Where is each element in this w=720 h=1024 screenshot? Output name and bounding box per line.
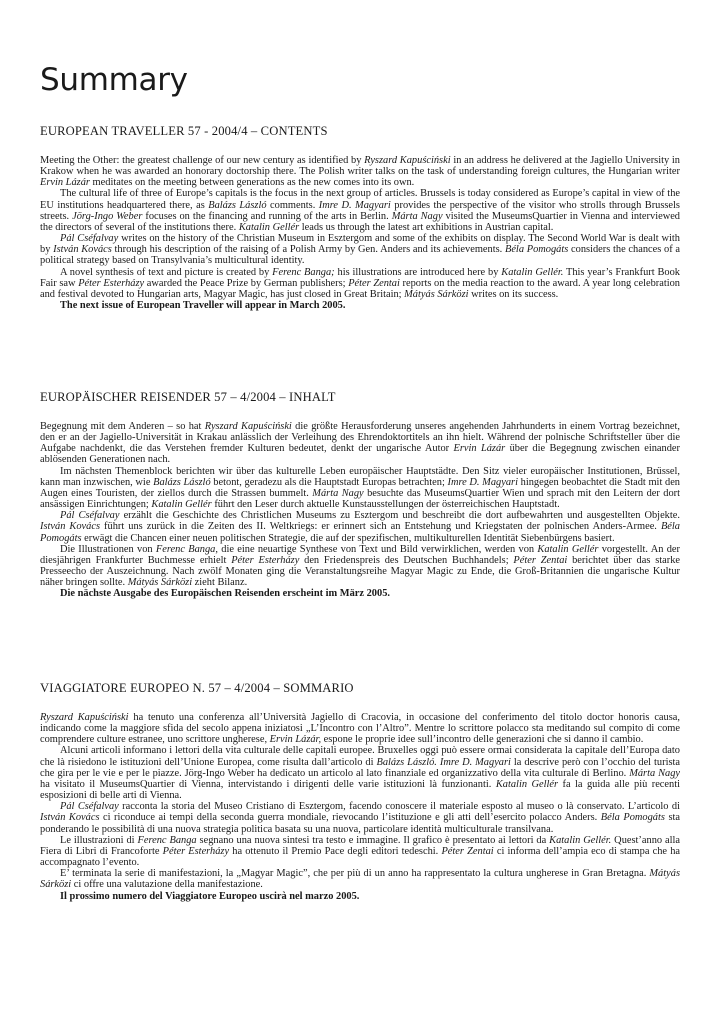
paragraph-text: writes on its success. xyxy=(468,288,559,300)
section-body xyxy=(40,421,680,588)
paragraph-text: in an address he delivered at the Jagiello University in Krakow when he was awarded an honorary doctorship there. The Polish writer talks on the task of understanding foreign cultures, the Hungarian writer xyxy=(40,155,680,178)
summary-paragraph xyxy=(40,745,680,801)
author-name: Ryszard Kapuściński xyxy=(364,155,451,166)
section-body xyxy=(40,155,680,300)
summary-paragraph xyxy=(40,155,680,188)
paragraph-text: through his description of the raising of a Polish Army by Gen. Anders and its achievements. xyxy=(111,244,505,256)
paragraph-text: hingegen beobachtet die Stadt mit den Augen eines Touristen, der ziellos durch die Strassen bummelt. xyxy=(40,476,680,499)
section-heading: VIAGGIATORE EUROPEO N. 57 – 4/2004 – SOMMARIO xyxy=(40,681,354,695)
paragraph-text: ha visitato il MuseumsQuartier di Vienna, intervistando i dirigenti delle varie istituzioni là funzionanti. xyxy=(40,778,496,790)
paragraph-text: racconta la storia del Museo Cristiano di Esztergom, facendo conoscere il materiale esposto al museo o là conservato. L’articolo di xyxy=(118,801,680,813)
paragraph-text: The cultural life of three of Europe’s capitals is the focus in the next group of articles. Brussels is today considered as Europe’s capital in view of the EU institutions headquartered there, as xyxy=(40,188,680,211)
paragraph-text: führt uns zurück in die Zeiten des II. Weltkriegs: er erinnert sich an Entstehung und Kriegstaten der polnischen Anders-Armee. xyxy=(100,521,661,533)
summary-paragraph xyxy=(40,421,680,466)
paragraph-text: ci riconduce ai tempi della seconda guerra mondiale, rievocando l’istituzione e gli atti dell’esercito polacco Anders. xyxy=(99,812,601,824)
section-english-contents xyxy=(40,124,680,311)
section-heading: EUROPÄISCHER REISENDER 57 – 4/2004 – INHALT xyxy=(40,390,336,404)
paragraph-text: die größte Herausforderung unseres angehenden Jahrhunderts in einem Vortrag bezeichnet, den er an der Jagiello-Universität in Krakau anlässlich der Verleihung des Ehrendoktortitels an ihn hielt. Während der polnische Schriftsteller über die Aufgabe nachdenkt, die das Verstehen fremder Kulturen bedeutet, denkt der ungarische Autor xyxy=(40,421,680,455)
next-issue-notice: Die nächste Ausgabe des Europäischen Reisenden erscheint im März 2005. xyxy=(60,588,390,600)
paragraph-text: Alcuni articoli informano i lettori della vita culturale delle capitali europee. Bruxelles oggi può essere ormai considerata la capitale dell’Europa dato che là risiedono le istituzioni dell’Unione Europea, come risulta dall’articolo di xyxy=(40,745,680,768)
summary-paragraph xyxy=(40,267,680,300)
next-issue-notice: The next issue of European Traveller will appear in March 2005. xyxy=(60,300,346,312)
section-german-contents xyxy=(40,390,680,600)
paragraph-text: his illustrations are introduced here by xyxy=(334,266,502,278)
section-italian-contents xyxy=(40,681,680,902)
paragraph-text: segnano una nuova sintesi tra testo e immagine. Il grafico è presentato ai lettori da xyxy=(196,834,550,846)
author-name: Katalin Gellér. xyxy=(501,266,564,278)
paragraph-text: writes on the history of the Christian Museum in Esztergom and some of the exhibits on display. The Second World War is dealt with by xyxy=(40,233,680,256)
summary-paragraph xyxy=(40,801,680,834)
paragraph-text: führt den Leser durch aktuelle Kunstausstellungen der österreichischen Hauptstadt. xyxy=(211,499,560,511)
author-name: Márta Nagy xyxy=(629,767,680,779)
author-name: Ferenc Banga; xyxy=(272,266,335,278)
paragraph-text: la descrive però con l’occhio del turista che gira per le vie e per le piazze. Jörg-Ingo Weber ha dedicato un articolo al lato finanziale ed organizzativo della vita culturale di Berlino. xyxy=(40,756,681,779)
paragraph-text: focuses on the financing and running of the arts in Berlin. xyxy=(142,210,392,222)
paragraph-text: This year’s Frankfurt Book Fair saw xyxy=(40,266,681,289)
author-name: István Kovács xyxy=(40,521,101,533)
paragraph-text: espone le proprie idee sull’incontro delle generazioni che si danno il cambio. xyxy=(321,734,644,746)
author-name: Béla Pomogáts xyxy=(600,812,665,824)
paragraph-text: Begegnung mit dem Anderen – so hat xyxy=(40,421,205,432)
paragraph-text: zieht Bilanz. xyxy=(192,577,248,589)
author-name: Balázs László xyxy=(153,476,211,488)
paragraph-text: visited the MuseumsQuartier in Vienna and interviewed the directors of several of the institutions there. xyxy=(40,210,680,233)
author-name: Márta Nagy xyxy=(312,487,364,499)
author-name: Ervin Lázár, xyxy=(269,734,322,746)
summary-paragraph xyxy=(40,233,680,266)
paragraph-text: leads us through the latest art exhibitions in Austrian capital. xyxy=(299,221,554,233)
paragraph-text: sta ponderando le possibilità di una nuova strategia politica basata su una nuova, particolare identità multiculturale transilvana. xyxy=(40,812,680,835)
author-name: Béla Pomogáts xyxy=(504,244,569,256)
summary-paragraph xyxy=(40,835,680,868)
author-name: Péter Zentai xyxy=(513,554,568,566)
summary-paragraph xyxy=(40,712,680,745)
author-name: Péter Esterházy xyxy=(231,554,300,566)
author-name: Ryszard Kapuściński xyxy=(40,712,129,723)
paragraph-text: Die Illustrationen von xyxy=(60,543,156,555)
author-name: Péter Zentai xyxy=(441,845,494,857)
paragraph-text: provides the perspective of the visitor who strolls through Brussels streets. xyxy=(40,199,680,222)
paragraph-text: E’ terminata la serie di manifestazioni, la „Magyar Magic”, che per più di un anno ha rappresentato la cultura ungherese in Gran Bretagna. xyxy=(60,868,650,880)
author-name: Imre D. Magyari xyxy=(447,476,518,488)
author-name: Márta Nagy xyxy=(391,210,443,222)
author-name: Mátyás Sárközi xyxy=(404,288,469,300)
paragraph-text: reports on the media reaction to the award. A year long celebration and festival devoted to Hungarian arts, Magyar Magic, has just closed in Great Britain; xyxy=(40,277,681,300)
summary-paragraph xyxy=(40,868,680,890)
paragraph-text: ha ottenuto il Premio Pace degli editori tedeschi. xyxy=(229,845,442,857)
summary-paragraph xyxy=(40,510,680,543)
author-name: Katalin Gellér xyxy=(537,543,599,555)
paragraph-text: ha tenuto una conferenza all’Università Jagiello di Cracovia, in occasione del conferimento del titolo doctor honoris causa, indicando come la maggiore sfida del secolo appena iniziatosi „L’Incontro con l’Altro”. Mentre lo scrittore polacco sta meditando sul compito di come comprendere culture estranee, uno scrittore ungherese, xyxy=(40,712,680,746)
paragraph-text: ci offre una valutazione della manifestazione. xyxy=(71,879,263,891)
paragraph-text: comments. xyxy=(266,199,319,211)
paragraph-text: erwägt die Chancen einer neuen politischen Strategie, die auf der spezifischen, multikulturellen Identität Siebenbürgens basiert. xyxy=(81,532,615,544)
author-name: Béla Pomogáts xyxy=(40,521,680,544)
author-name: Ferenc Banga xyxy=(155,543,216,555)
paragraph-text: A novel synthesis of text and picture is created by xyxy=(60,266,273,278)
paragraph-text: über die Begegnung zwischen einander ablösenden Generationen nach. xyxy=(40,443,680,466)
author-name: Ervin Lázár xyxy=(453,443,506,455)
author-name: Katalin Gellér xyxy=(151,499,212,511)
author-name: Mátyás Sárközi xyxy=(40,868,680,891)
section-heading: EUROPEAN TRAVELLER 57 - 2004/4 – CONTENTS xyxy=(40,124,328,138)
paragraph-text: fa la guida alle più recenti esposizioni di belle arti di Vienna. xyxy=(40,778,680,802)
author-name: István Kovács xyxy=(40,812,100,824)
paragraph-text: vorgestellt. An der diesjährigen Frankfurter Buchmesse erhielt xyxy=(40,543,680,566)
summary-paragraph xyxy=(40,466,680,511)
paragraph-text: berichtet über das starke Presseecho der Auszeichnung. Nach zwölf Monaten ging die Veranstaltungsreihe Magyar Magic zu Ende, die Groß-Britannien die ungarische Kultur näher bringen sollte. xyxy=(40,554,681,589)
author-name: Mátyás Sárközi xyxy=(127,577,193,589)
next-issue-notice: Il prossimo numero del Viaggiatore Europeo uscirà nel marzo 2005. xyxy=(60,890,360,902)
author-name: Péter Esterházy xyxy=(162,845,230,857)
paragraph-text: , die eine neuartige Synthese von Text und Bild verwirklichen, werden von xyxy=(215,543,538,555)
paragraph-text: ci informa dell’ampia eco di stampa che ha accompagnato l’evento. xyxy=(40,845,681,869)
author-name: Balázs László xyxy=(208,199,267,211)
paragraph-text: considers the chances of a political strategy based on Transylvania’s multicultural identity. xyxy=(40,244,680,267)
author-name: Ervin Lázár xyxy=(40,177,90,189)
author-name: Jörg-Ingo Weber xyxy=(72,210,143,222)
author-name: Pál Cséfalvay xyxy=(60,801,119,813)
author-name: Imre D. Magyari xyxy=(318,199,391,211)
section-body xyxy=(40,712,680,891)
author-name: Katalin Gellér. xyxy=(549,834,612,846)
author-name: István Kovács xyxy=(53,244,112,256)
author-name: Katalin Gellér xyxy=(238,221,300,233)
paragraph-text: Im nächsten Themenblock berichten wir über das kulturelle Leben europäischer Hauptstädte. Den Sitz vieler europäischer Institutionen, Brüssel, kann man inzwischen, wie xyxy=(40,465,680,488)
author-name: Ferenc Banga xyxy=(137,834,197,846)
author-name: Pál Cséfalvay xyxy=(60,510,120,522)
paragraph-text: erzählt die Geschichte des Christlichen Museums zu Esztergom und beschreibt die dort aufbewahrten und ausgestellten Objekte. xyxy=(119,510,680,522)
paragraph-text: Le illustrazioni di xyxy=(60,834,138,846)
summary-paragraph xyxy=(40,188,680,233)
paragraph-text: awarded the Peace Prize by German publishers; xyxy=(144,277,349,289)
author-name: Péter Zentai xyxy=(348,277,400,289)
author-name: Katalin Gellér xyxy=(495,778,559,790)
author-name: Balázs László. Imre D. Magyari xyxy=(376,756,511,768)
paragraph-text: Meeting the Other: the greatest challenge of our new century as identified by xyxy=(40,155,365,166)
author-name: Ryszard Kapuściński xyxy=(204,421,292,432)
paragraph-text: besuchte das MuseumsQuartier Wien und sprach mit den Leitern der dort ansässigen Einrichtungen; xyxy=(40,487,680,511)
author-name: Pál Cséfalvay xyxy=(60,233,119,245)
paragraph-text: betont, geradezu als die Hauptstadt Europas betrachten; xyxy=(210,476,448,488)
paragraph-text: Quest’anno alla Fiera di Libri di Francoforte xyxy=(40,834,681,857)
page-title: Summary xyxy=(40,62,188,98)
paragraph-text: meditates on the meeting between generations as the new comes into its own. xyxy=(89,177,415,189)
paragraph-text: den Friedenspreis des Deutschen Buchhandels; xyxy=(299,554,514,566)
summary-paragraph xyxy=(40,544,680,589)
author-name: Péter Esterházy xyxy=(78,277,145,289)
